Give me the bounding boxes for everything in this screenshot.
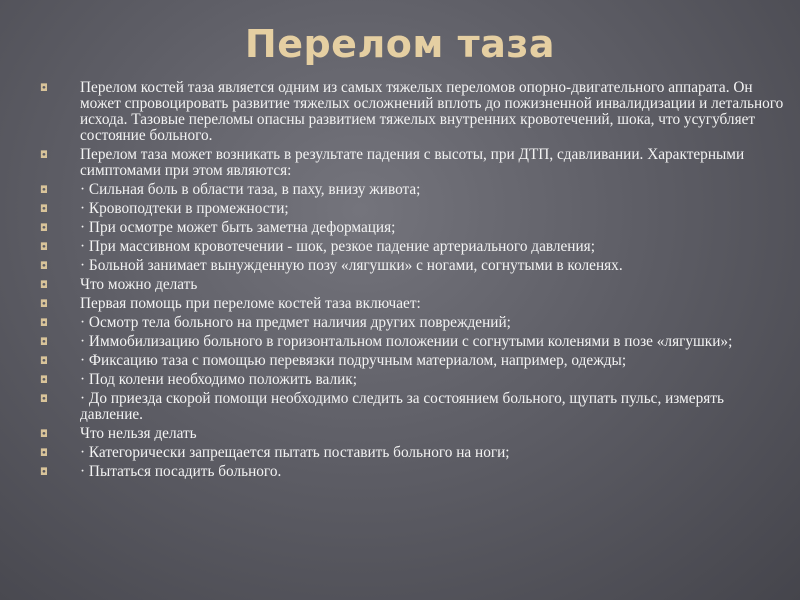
list-item-text: · Кровоподтеки в промежности;: [80, 200, 289, 217]
list-item-text: · До приезда скорой помощи необходимо следить за состоянием больного, щупать пульс, измерять давление.: [80, 390, 724, 423]
list-item: [40, 445, 788, 461]
bullet-icon: ◘: [40, 356, 48, 367]
list-item-text: Перелом костей таза является одним из самых тяжелых переломов опорно-двигательного аппарата. Он может спровоцировать развитие тяжелых осложнений вплоть до пожизненной инвалидизации и летального исхода. Тазовые переломы опасны развитием тяжелых внутренних кровотечений, шока, что усугубляет состояние больного.: [80, 79, 784, 144]
list-item-text: · При осмотре может быть заметна деформация;: [80, 219, 396, 236]
list-item-text: · Осмотр тела больного на предмет наличия других повреждений;: [80, 314, 511, 331]
list-item: [40, 391, 788, 423]
list-item-text: · Больной занимает вынужденную позу «лягушки» с ногами, согнутыми в коленях.: [80, 257, 623, 274]
list-item: [40, 277, 788, 293]
list-item-text: Первая помощь при переломе костей таза включает:: [80, 295, 421, 312]
bullet-icon: ◘: [40, 204, 48, 215]
list-item: [40, 80, 788, 144]
list-item-text: · Пытаться посадить больного.: [80, 463, 282, 480]
bullet-icon: ◘: [40, 375, 48, 386]
bullet-icon: ◘: [40, 261, 48, 272]
bullet-icon: ◘: [40, 299, 48, 310]
list-item: [40, 239, 788, 255]
list-item: [40, 353, 788, 369]
list-item-text: · Иммобилизацию больного в горизонтальном положении с согнутыми коленями в позе «лягушки»;: [80, 333, 733, 350]
list-item: [40, 147, 788, 179]
list-item: [40, 296, 788, 312]
bullet-icon: ◘: [40, 150, 48, 161]
list-item: [40, 315, 788, 331]
list-item-text: · Под колени необходимо положить валик;: [80, 371, 357, 388]
list-item: [40, 220, 788, 236]
list-item-text: Перелом таза может возникать в результате падения с высоты, при ДТП, сдавливании. Характерными симптомами при этом являются:: [80, 146, 745, 179]
slide-content-list: [40, 80, 788, 483]
list-item-text: Что нельзя делать: [80, 425, 197, 442]
bullet-icon: ◘: [40, 448, 48, 459]
bullet-icon: ◘: [40, 185, 48, 196]
list-item: [40, 464, 788, 480]
bullet-icon: ◘: [40, 223, 48, 234]
slide-title: Перелом таза: [244, 22, 556, 66]
bullet-icon: ◘: [40, 467, 48, 478]
list-item-text: · Фиксацию таза с помощью перевязки подручным материалом, например, одежды;: [80, 352, 627, 369]
bullet-icon: ◘: [40, 318, 48, 329]
bullet-icon: ◘: [40, 280, 48, 291]
list-item: [40, 426, 788, 442]
list-item-text: Что можно делать: [80, 276, 198, 293]
list-item-text: · Категорически запрещается пытать поставить больного на ноги;: [80, 444, 510, 461]
bullet-icon: ◘: [40, 242, 48, 253]
list-item: [40, 201, 788, 217]
list-item: [40, 258, 788, 274]
bullet-icon: ◘: [40, 83, 48, 94]
bullet-icon: ◘: [40, 394, 48, 405]
list-item: [40, 334, 788, 350]
list-item: [40, 182, 788, 198]
bullet-icon: ◘: [40, 429, 48, 440]
list-item-text: · Сильная боль в области таза, в паху, внизу живота;: [80, 181, 421, 198]
list-item: [40, 372, 788, 388]
bullet-icon: ◘: [40, 337, 48, 348]
list-item-text: · При массивном кровотечении - шок, резкое падение артериального давления;: [80, 238, 595, 255]
